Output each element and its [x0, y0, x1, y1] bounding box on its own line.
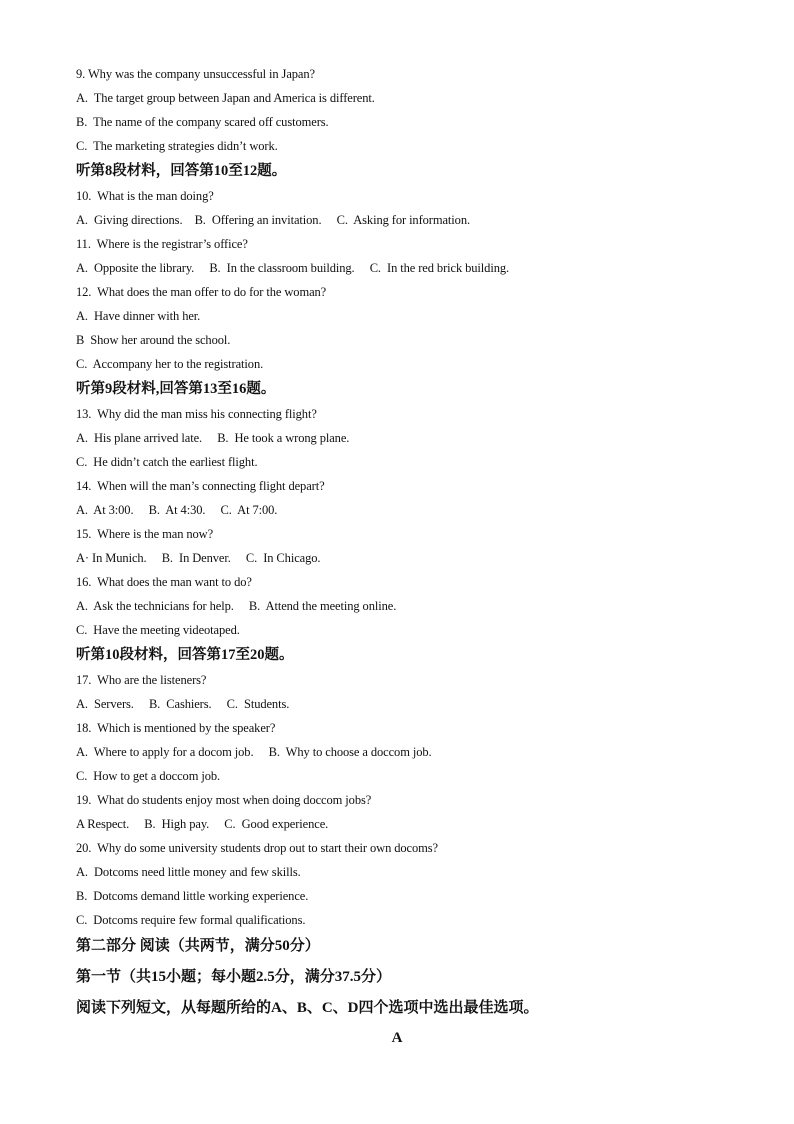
question-line: A. Opposite the library. B. In the classroom building. C. In the red brick building. [76, 261, 510, 275]
question-line: A. The target group between Japan and America is different. [76, 91, 375, 105]
question-line: 10. What is the man doing? [76, 189, 214, 203]
part-heading: 第二部分 阅读（共两节，满分50分） [76, 938, 320, 954]
question-line: 16. What does the man want to do? [76, 575, 252, 589]
question-line: B. Dotcoms demand little working experience. [76, 889, 309, 903]
question-line: 11. Where is the registrar’s office? [76, 237, 248, 251]
question-line: C. The marketing strategies didn’t work. [76, 139, 278, 153]
section-heading: 听第8段材料，回答第10至12题。 [76, 163, 287, 179]
question-line: 12. What does the man offer to do for the woman? [76, 285, 327, 299]
passage-label: A [391, 1030, 403, 1046]
question-line: 9. Why was the company unsuccessful in Japan? [76, 67, 315, 81]
question-line: 18. Which is mentioned by the speaker? [76, 721, 276, 735]
question-line: B. The name of the company scared off customers. [76, 115, 329, 129]
question-line: A. Have dinner with her. [76, 309, 201, 323]
question-line: A. His plane arrived late. B. He took a wrong plane. [76, 431, 350, 445]
question-line: 20. Why do some university students drop out to start their own docoms? [76, 841, 438, 855]
question-line: C. Dotcoms require few formal qualifications. [76, 913, 306, 927]
question-line: C. Accompany her to the registration. [76, 357, 264, 371]
question-line: 14. When will the man’s connecting flight depart? [76, 479, 325, 493]
question-line: 17. Who are the listeners? [76, 673, 207, 687]
question-line: C. He didn’t catch the earliest flight. [76, 455, 258, 469]
question-line: A. Giving directions. B. Offering an invitation. C. Asking for information. [76, 213, 471, 227]
question-line: A. Servers. B. Cashiers. C. Students. [76, 697, 290, 711]
question-line: 15. Where is the man now? [76, 527, 214, 541]
question-line: C. How to get a doccom job. [76, 769, 221, 783]
question-line: B Show her around the school. [76, 333, 231, 347]
question-line: C. Have the meeting videotaped. [76, 623, 240, 637]
question-line: 19. What do students enjoy most when doing doccom jobs? [76, 793, 372, 807]
part-heading: 第一节（共15小题；每小题2.5分，满分37.5分） [76, 969, 392, 985]
question-line: A· In Munich. B. In Denver. C. In Chicago. [76, 551, 321, 565]
question-line: A. Where to apply for a docom job. B. Why to choose a doccom job. [76, 745, 432, 759]
question-line: 13. Why did the man miss his connecting flight? [76, 407, 317, 421]
section-heading: 听第9段材料,回答第13至16题。 [76, 381, 276, 397]
part-heading: 阅读下列短文，从每题所给的A、B、C、D四个选项中选出最佳选项。 [76, 1000, 539, 1016]
question-line: A. At 3:00. B. At 4:30. C. At 7:00. [76, 503, 278, 517]
question-line: A. Dotcoms need little money and few skills. [76, 865, 301, 879]
section-heading: 听第10段材料，回答第17至20题。 [76, 647, 294, 663]
question-line: A. Ask the technicians for help. B. Attend the meeting online. [76, 599, 397, 613]
question-line: A Respect. B. High pay. C. Good experience. [76, 817, 329, 831]
